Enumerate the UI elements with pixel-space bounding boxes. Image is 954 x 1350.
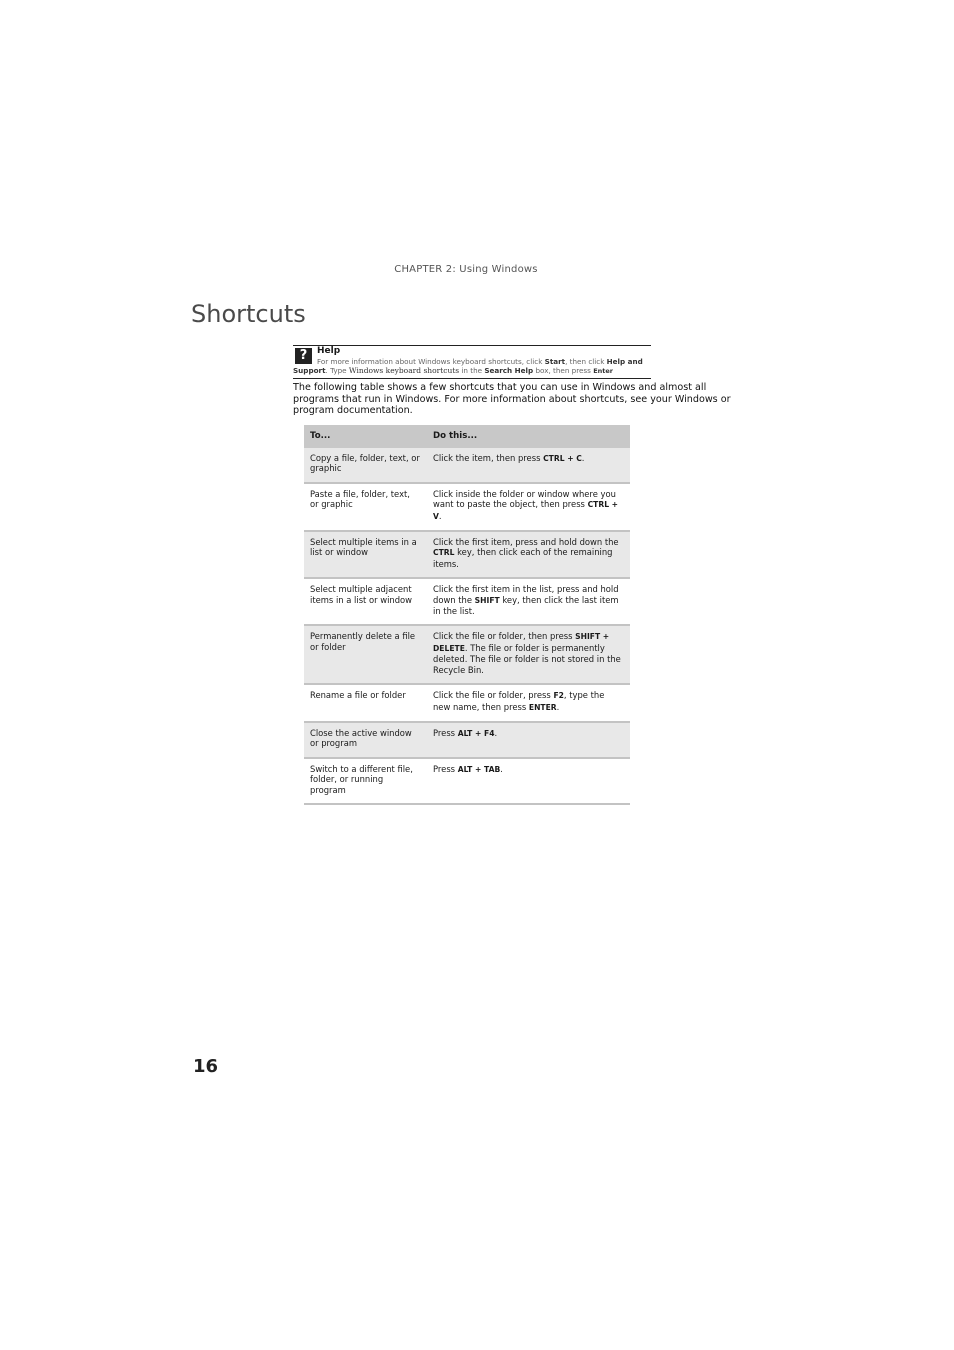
key-combo: F2 <box>553 691 564 701</box>
row-action: Copy a file, folder, text, or graphic <box>304 448 427 483</box>
table-row <box>304 684 630 722</box>
row-action: Rename a file or folder <box>304 684 427 722</box>
table-row <box>304 483 630 531</box>
row-action: Close the active window or program <box>304 722 427 758</box>
page-number: 16 <box>193 1056 219 1077</box>
help-callout <box>293 345 651 379</box>
table-row <box>304 722 630 758</box>
header-do: Do this... <box>427 425 630 448</box>
key-combo: ALT + F4 <box>457 728 495 738</box>
help-question-icon: ? <box>295 348 312 364</box>
row-action: Switch to a different file, folder, or running program <box>304 758 427 804</box>
row-instruction: Click the item, then press CTRL + C. <box>427 448 630 483</box>
table-row <box>304 531 630 578</box>
row-action: Paste a file, folder, text, or graphic <box>304 483 427 531</box>
page-title: Shortcuts <box>191 300 306 328</box>
chapter-header: CHAPTER 2: Using Windows <box>394 264 538 275</box>
help-title: Help <box>317 346 341 356</box>
row-instruction: Click the first item in the list, press and hold down the SHIFT key, then click the last item in the list. <box>427 578 630 625</box>
key-combo: SHIFT <box>474 595 500 605</box>
table-row <box>304 448 630 483</box>
key-combo: CTRL <box>433 548 455 558</box>
intro-paragraph: The following table shows a few shortcuts that you can use in Windows and almost all programs that run in Windows. For more information about shortcuts, see your Windows or program documentation. <box>293 382 731 417</box>
shortcuts-table <box>304 425 630 805</box>
row-action: Permanently delete a file or folder <box>304 625 427 684</box>
key-combo: SHIFT + DELETE <box>433 632 610 653</box>
key-combo: ENTER <box>528 702 557 712</box>
help-text: For more information about Windows keyboard shortcuts, click Start, then click Help and Support. Type Windows keyboard shortcuts in the Search Help box, then press Enter <box>293 357 643 375</box>
table-row <box>304 625 630 684</box>
row-action: Select multiple items in a list or window <box>304 531 427 578</box>
row-instruction: Press ALT + TAB. <box>427 758 630 804</box>
key-combo: ALT + TAB <box>457 764 501 774</box>
table-row <box>304 758 630 804</box>
row-action: Select multiple adjacent items in a list or window <box>304 578 427 625</box>
row-instruction: Click the file or folder, then press SHIFT + DELETE. The file or folder is permanently deleted. The file or folder is not stored in the Recycle Bin. <box>427 625 630 684</box>
key-combo: CTRL + V <box>433 500 619 521</box>
row-instruction: Press ALT + F4. <box>427 722 630 758</box>
table-row <box>304 578 630 625</box>
header-to: To... <box>304 425 427 448</box>
table-header-row <box>304 425 630 448</box>
row-instruction: Click the file or folder, press F2, type the new name, then press ENTER. <box>427 684 630 722</box>
row-instruction: Click inside the folder or window where you want to paste the object, then press CTRL + V. <box>427 483 630 531</box>
row-instruction: Click the first item, press and hold down the CTRL key, then click each of the remaining items. <box>427 531 630 578</box>
key-combo: CTRL + C <box>543 454 582 463</box>
